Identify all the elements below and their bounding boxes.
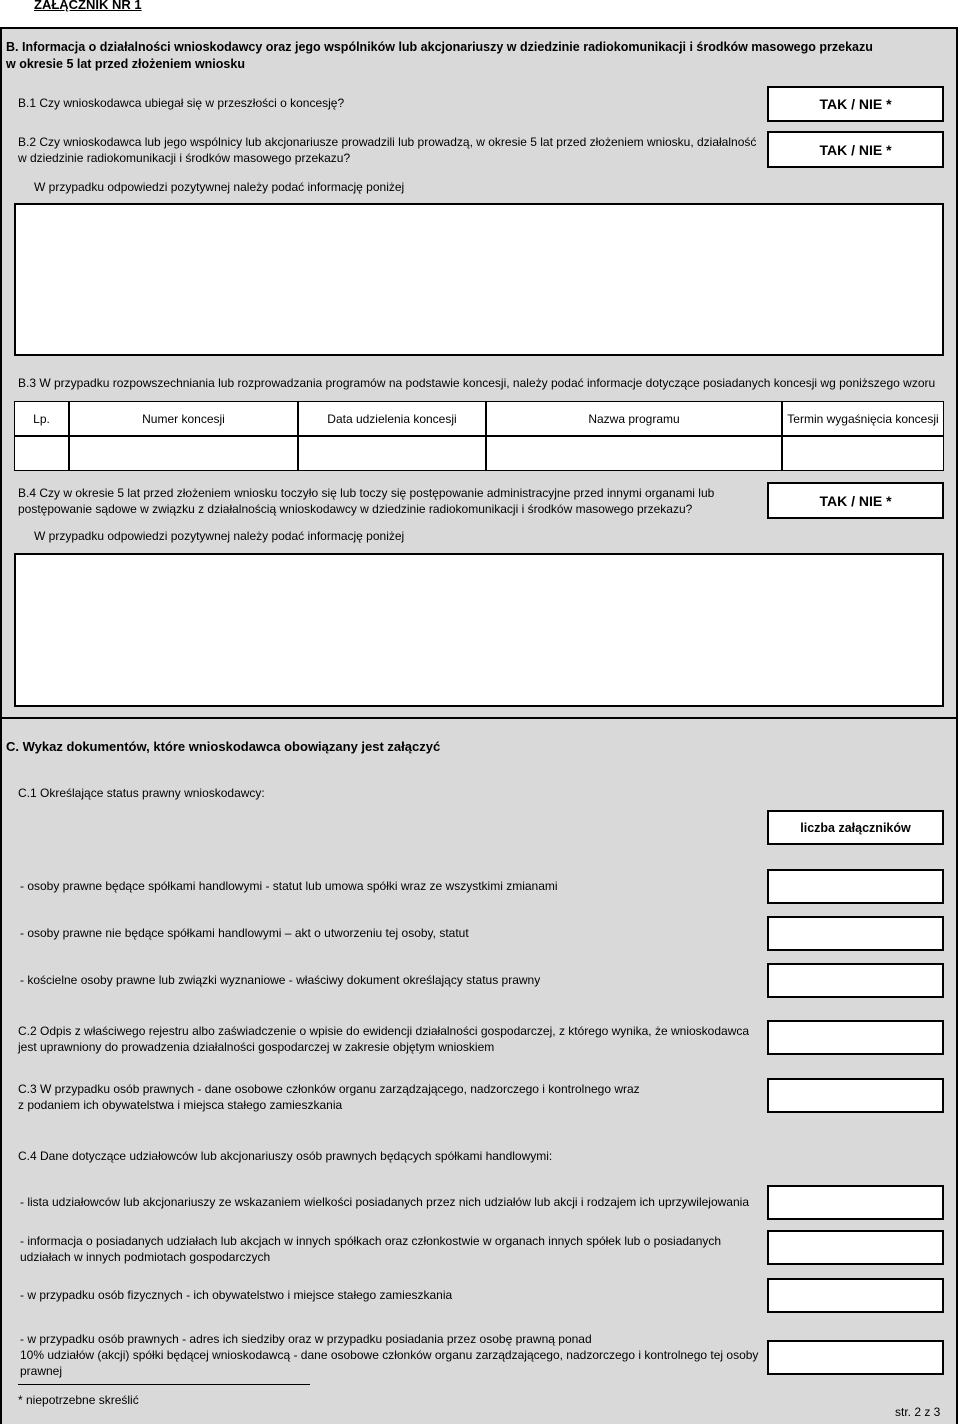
page-number: str. 2 z 3 [895,1405,941,1419]
b2-question-line2: w dziedzinie radiokomunikacji i środków masowego przekazu? [18,151,351,165]
b2-details-textarea[interactable] [14,203,944,356]
c4-item-shareholders-count[interactable] [767,1185,944,1220]
b4-note: W przypadku odpowiedzi pozytywnej należy podać informację poniżej [34,529,405,543]
c1-item-commercial: - osoby prawne będące spółkami handlowymi - statut lub umowa spółki wraz ze wszystkimi zmianami [20,879,558,893]
c2-text: C.2 Odpis z właściwego rejestru albo zaświadczenie o wpisie do ewidencji działalności gospodarczej, z którego wynika, że wnioskodawca [18,1024,750,1038]
section-b-title: B. Informacja o działalności wnioskodawcy oraz jego wspólników lub akcjonariuszy w dziedzinie radiokomunikacji i środków masowego przekazu [6,40,873,54]
b1-answer-field[interactable]: TAK / NIE * [767,86,944,122]
b3-input-program-name[interactable] [486,436,782,471]
c1-heading: C.1 Określające status prawny wnioskodawcy: [18,786,265,800]
b3-col-lp: Lp. [14,401,69,436]
c2-count[interactable] [767,1020,944,1055]
c1-item-noncommercial-count[interactable] [767,916,944,951]
attachment-count-header: liczba załączników [767,810,944,845]
c4-item-legal-persons: - w przypadku osób prawnych - adres ich siedziby oraz w przypadku posiadania przez osobę prawną ponad [20,1332,592,1346]
c4-item-legal-persons-line3: prawnej [20,1364,63,1378]
c4-item-legal-persons-line2: 10% udziałów (akcji) spółki będącej wnioskodawcą - dane osobowe członków organu zarządzającego, nadzorczego i kontrolnego tej osoby [20,1348,759,1362]
b3-input-expiry-date[interactable] [782,436,944,471]
c4-item-legal-persons-count[interactable] [767,1340,944,1375]
b2-note: W przypadku odpowiedzi pozytywnej należy podać informację poniżej [34,180,405,194]
c4-item-natural-persons: - w przypadku osób fizycznych - ich obywatelstwo i miejsce stałego zamieszkania [20,1288,453,1302]
b4-question: B.4 Czy w okresie 5 lat przed złożeniem wniosku toczyło się lub toczy się postępowanie administracyjne przed innymi organami lub [18,486,715,500]
footnote-divider [18,1384,310,1385]
c4-item-holdings: - informacja o posiadanych udziałach lub akcjach w innych spółkach oraz członkostwie w organach innych spółek lub o posiadanych [20,1234,722,1248]
b3-col-license-number: Numer koncesji [69,401,298,436]
section-b-title-line2: w okresie 5 lat przed złożeniem wniosku [6,57,245,71]
c1-item-noncommercial: - osoby prawne nie będące spółkami handlowymi – akt o utworzeniu tej osoby, statut [20,926,469,940]
c4-item-holdings-count[interactable] [767,1230,944,1265]
footnote: * niepotrzebne skreślić [18,1393,139,1407]
c4-item-natural-persons-count[interactable] [767,1278,944,1313]
c4-item-holdings-line2: udziałach w innych podmiotach gospodarczych [20,1250,271,1264]
b2-question: B.2 Czy wnioskodawca lub jego wspólnicy lub akcjonariusze prowadzili lub prowadzą, w okresie 5 lat przed złożeniem wniosku, działalność [18,135,757,149]
c3-count[interactable] [767,1078,944,1113]
c3-text: C.3 W przypadku osób prawnych - dane osobowe członków organu zarządzającego, nadzorczego i kontrolnego wraz [18,1082,640,1096]
section-c-title: C. Wykaz dokumentów, które wnioskodawca obowiązany jest załączyć [6,739,441,754]
b1-question: B.1 Czy wnioskodawca ubiegał się w przeszłości o koncesję? [18,96,345,110]
b3-input-license-number[interactable] [69,436,298,471]
b4-details-textarea[interactable] [14,553,944,707]
c1-item-religious: - kościelne osoby prawne lub związki wyznaniowe - właściwy dokument określający status prawny [20,973,541,987]
attachment-title: ZAŁĄCZNIK NR 1 [34,0,142,12]
b3-col-license-date: Data udzielenia koncesji [298,401,486,436]
c3-text-line2: z podaniem ich obywatelstwa i miejsca stałego zamieszkania [18,1098,343,1112]
b3-input-license-date[interactable] [298,436,486,471]
b3-col-program-name: Nazwa programu [486,401,782,436]
c1-item-religious-count[interactable] [767,963,944,998]
b3-col-expiry-date: Termin wygaśnięcia koncesji [782,401,944,436]
b4-answer-field[interactable]: TAK / NIE * [767,482,944,519]
b2-answer-field[interactable]: TAK / NIE * [767,131,944,168]
c2-text-line2: jest uprawniony do prowadzenia działalności gospodarczej w zakresie objętym wnioskiem [18,1040,495,1054]
c1-item-commercial-count[interactable] [767,869,944,904]
b4-question-line2: postępowanie sądowe w związku z działalnością wnioskodawcy w dziedzinie radiokomunikacji i środków masowego przekazu? [18,502,693,516]
b3-input-lp[interactable] [14,436,69,471]
b3-question: B.3 W przypadku rozpowszechniania lub rozprowadzania programów na podstawie koncesji, należy podać informacje dotyczące posiadanych koncesji wg poniższego wzoru [18,376,936,390]
c4-item-shareholders: - lista udziałowców lub akcjonariuszy ze wskazaniem wielkości posiadanych przez nich udziałów lub akcji i rodzajem ich uprzywilejowania [20,1195,749,1209]
c4-heading: C.4 Dane dotyczące udziałowców lub akcjonariuszy osób prawnych będących spółkami handlowymi: [18,1149,553,1163]
